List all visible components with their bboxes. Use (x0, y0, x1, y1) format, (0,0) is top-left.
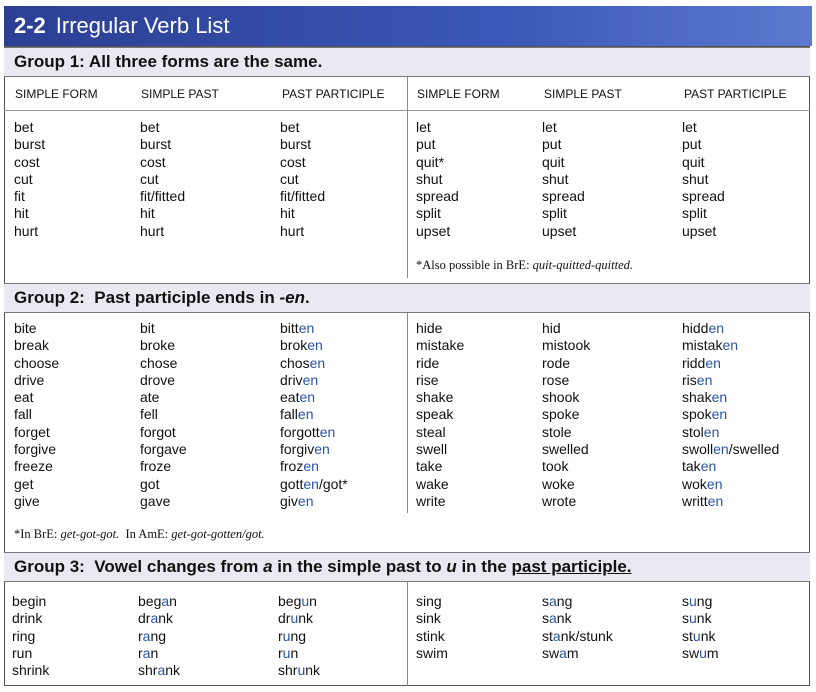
verb-cell: write (416, 492, 446, 509)
verb-cell: freeze (14, 458, 53, 475)
verb-cell: quit (682, 153, 705, 170)
verb-cell: quit (542, 153, 565, 170)
group1-footnote (416, 258, 633, 273)
verb-cell: speak (416, 406, 454, 423)
verb-cell: hidden (682, 320, 725, 336)
verb-cell: ring (12, 627, 36, 644)
verb-cell: spoke (542, 406, 580, 423)
group3-divider (407, 582, 408, 686)
verb-cell: stolen (682, 423, 720, 440)
verb-cell: shrunk (278, 662, 321, 679)
verb-cell: mistook (542, 337, 591, 354)
verb-cell: sank (542, 610, 572, 627)
group2-left-form-col (14, 320, 59, 510)
title-bar (4, 6, 812, 46)
verb-cell: broken (280, 337, 323, 354)
group3-right-past-col (542, 593, 613, 662)
verb-cell: mistaken (682, 337, 739, 354)
group2-heading (4, 283, 810, 313)
verb-cell: fell (140, 406, 158, 423)
verb-cell: stank/stunk (542, 627, 613, 644)
verb-cell: driven (280, 371, 319, 388)
verb-cell: forgiven (280, 441, 330, 458)
verb-cell: run (12, 644, 33, 661)
footnote-amE: In AmE: (125, 527, 169, 541)
verb-cell: forgot (140, 423, 176, 440)
verb-cell: frozen (280, 458, 319, 475)
group3-left-pp-col (278, 593, 320, 679)
group3-heading (4, 552, 810, 582)
verb-cell: sung (682, 593, 713, 609)
verb-cell: take (416, 458, 443, 475)
group3-right-pp-col (682, 593, 719, 662)
header-simple-form-right: SIMPLE FORM (417, 87, 500, 101)
verb-cell: took (542, 458, 569, 475)
verb-cell: given (280, 492, 314, 509)
header-past-participle-right: PAST PARTICIPLE (684, 87, 787, 101)
verb-cell: woke (542, 475, 575, 492)
group2-heading-end: . (304, 288, 310, 307)
footnote-italic: quit-quitted-quitted. (532, 258, 634, 272)
verb-cell: hide (416, 320, 443, 336)
verb-cell: shut (416, 170, 443, 187)
verb-cell: written (682, 492, 724, 509)
verb-cell: spoken (682, 406, 728, 423)
chart-number: 2-2 (14, 13, 46, 38)
footnote-amE-italic: get-got-gotten/got. (171, 527, 265, 541)
verb-cell: begun (278, 593, 317, 609)
group3-left-form-col (12, 593, 49, 679)
group3-heading-e: in the (456, 557, 512, 576)
verb-cell: put (416, 136, 436, 153)
verb-cell: split (682, 205, 707, 222)
group3-heading-d: u (446, 557, 457, 576)
verb-cell: sang (542, 593, 573, 609)
verb-cell: upset (416, 222, 451, 239)
verb-cell: hurt (140, 222, 165, 239)
verb-cell: gave (140, 492, 171, 509)
verb-cell: shake (416, 389, 454, 406)
verb-cell: chosen (280, 354, 326, 371)
verb-cell: hurt (14, 222, 39, 239)
verb-cell: give (14, 492, 40, 509)
verb-cell: fit (14, 188, 25, 205)
verb-cell: froze (140, 458, 172, 475)
verb-cell: fallen (280, 406, 314, 423)
verb-cell: shaken (682, 389, 728, 406)
group1-right-form-col (416, 119, 459, 240)
group3-heading-a: Group 3: Vowel changes from (14, 557, 264, 576)
group2-footnote (14, 527, 265, 542)
verb-cell: rung (278, 627, 307, 644)
verb-cell: rang (138, 627, 167, 644)
verb-cell: woken (682, 475, 723, 492)
verb-cell: shook (542, 389, 580, 406)
verb-cell: shrank (138, 662, 181, 679)
verb-cell: burst (280, 136, 312, 153)
verb-cell: fit/fitted (280, 188, 326, 205)
verb-cell: stole (542, 423, 572, 440)
verb-cell: chose (140, 354, 178, 371)
verb-cell: burst (140, 136, 172, 153)
verb-cell: hit (14, 205, 29, 222)
group3-left-past-col (138, 593, 180, 679)
verb-cell: gotten/got* (280, 475, 348, 492)
verb-cell: ridden (682, 354, 721, 371)
verb-cell: bet (140, 119, 160, 135)
group2-right-past-col (542, 320, 590, 510)
verb-cell: bitten (280, 320, 315, 336)
verb-cell: shut (682, 170, 709, 187)
verb-cell: let (682, 119, 697, 135)
verb-cell: sunk (682, 610, 712, 627)
group1-divider (407, 77, 408, 278)
verb-cell: spread (542, 188, 585, 205)
footnote-brE: *In BrE: (14, 527, 58, 541)
verb-cell: cost (140, 153, 166, 170)
group2-heading-text: Group 2: Past participle ends in (14, 288, 280, 307)
verb-cell: get (14, 475, 34, 492)
verb-cell: broke (140, 337, 176, 354)
verb-cell: hit (280, 205, 295, 222)
footnote-text: *Also possible in BrE: (416, 258, 530, 272)
verb-cell: run (278, 644, 299, 661)
group3-right-form-col (416, 593, 448, 662)
verb-cell: drunk (278, 610, 314, 627)
verb-cell: swum (682, 644, 719, 661)
verb-cell: hurt (280, 222, 305, 239)
group3-heading-b: a (263, 557, 273, 576)
header-simple-past: SIMPLE PAST (141, 87, 219, 101)
verb-cell: began (138, 593, 177, 609)
verb-cell: forgive (14, 441, 57, 458)
verb-cell: bit (140, 320, 155, 336)
verb-cell: wake (416, 475, 449, 492)
verb-cell: cost (280, 153, 306, 170)
verb-cell: forgave (140, 441, 187, 458)
group1-right-pp-col (682, 119, 725, 240)
verb-cell: steal (416, 423, 446, 440)
footnote-brE-italic: get-got-got. (60, 527, 120, 541)
verb-cell: hid (542, 320, 561, 336)
verb-cell: shut (542, 170, 569, 187)
verb-cell: swollen/swelled (682, 441, 780, 458)
verb-cell: shrink (12, 662, 50, 679)
verb-cell: let (542, 119, 557, 135)
verb-cell: let (416, 119, 431, 135)
verb-cell: swam (542, 644, 579, 661)
verb-cell: rode (542, 354, 571, 371)
group2-right-form-col (416, 320, 464, 510)
verb-cell: risen (682, 371, 713, 388)
group1-left-form-col (14, 119, 45, 240)
verb-cell: sink (416, 610, 441, 627)
verb-cell: forget (14, 423, 50, 440)
verb-cell: eat (14, 389, 34, 406)
verb-cell: stink (416, 627, 445, 644)
verb-cell: cut (14, 170, 33, 187)
verb-cell: bite (14, 320, 37, 336)
verb-cell: ate (140, 389, 160, 406)
group2-left-pp-col (280, 320, 348, 510)
verb-cell: sing (416, 593, 442, 609)
group2-right-pp-col (682, 320, 779, 510)
verb-cell: quit* (416, 153, 445, 170)
verb-cell: cost (14, 153, 40, 170)
header-past-participle: PAST PARTICIPLE (282, 87, 385, 101)
verb-cell: put (542, 136, 562, 153)
group2-divider (407, 313, 408, 513)
verb-cell: bet (280, 119, 300, 135)
verb-cell: drank (138, 610, 174, 627)
verb-cell: eaten (280, 389, 316, 406)
verb-cell: rose (542, 371, 570, 388)
group1-heading: Group 1: All three forms are the same. (4, 47, 810, 77)
verb-cell: forgotten (280, 423, 336, 440)
group3-heading-c: in the simple past to (272, 557, 447, 576)
verb-cell: choose (14, 354, 60, 371)
verb-cell: got (140, 475, 160, 492)
verb-cell: bet (14, 119, 34, 135)
verb-cell: mistake (416, 337, 465, 354)
page-title: Irregular Verb List (55, 13, 230, 38)
verb-cell: split (416, 205, 441, 222)
verb-cell: taken (682, 458, 717, 475)
group1-left-past-col (140, 119, 185, 240)
group1-right-past-col (542, 119, 585, 240)
header-simple-past-right: SIMPLE PAST (544, 87, 622, 101)
verb-cell: begin (12, 593, 47, 609)
verb-cell: swell (416, 441, 448, 458)
verb-cell: rise (416, 371, 439, 388)
verb-cell: drove (140, 371, 176, 388)
verb-cell: swim (416, 644, 448, 661)
group1-left-pp-col (280, 119, 325, 240)
verb-cell: stunk (682, 627, 716, 644)
verb-cell: split (542, 205, 567, 222)
verb-cell: upset (682, 222, 717, 239)
group2-left-past-col (140, 320, 187, 510)
verb-cell: put (682, 136, 702, 153)
header-simple-form: SIMPLE FORM (15, 87, 98, 101)
verb-cell: fit/fitted (140, 188, 186, 205)
verb-cell: fall (14, 406, 32, 423)
verb-cell: swelled (542, 441, 589, 458)
verb-cell: ride (416, 354, 440, 371)
verb-cell: spread (682, 188, 725, 205)
verb-cell: drive (14, 371, 45, 388)
verb-cell: break (14, 337, 50, 354)
verb-cell: hit (140, 205, 155, 222)
group2-heading-em: -en (279, 288, 305, 307)
verb-cell: ran (138, 644, 159, 661)
verb-cell: wrote (542, 492, 577, 509)
verb-cell: cut (280, 170, 299, 187)
verb-cell: upset (542, 222, 577, 239)
verb-cell: burst (14, 136, 46, 153)
verb-cell: cut (140, 170, 159, 187)
group3-heading-f: past participle. (511, 557, 632, 576)
verb-cell: spread (416, 188, 459, 205)
verb-cell: drink (12, 610, 43, 627)
